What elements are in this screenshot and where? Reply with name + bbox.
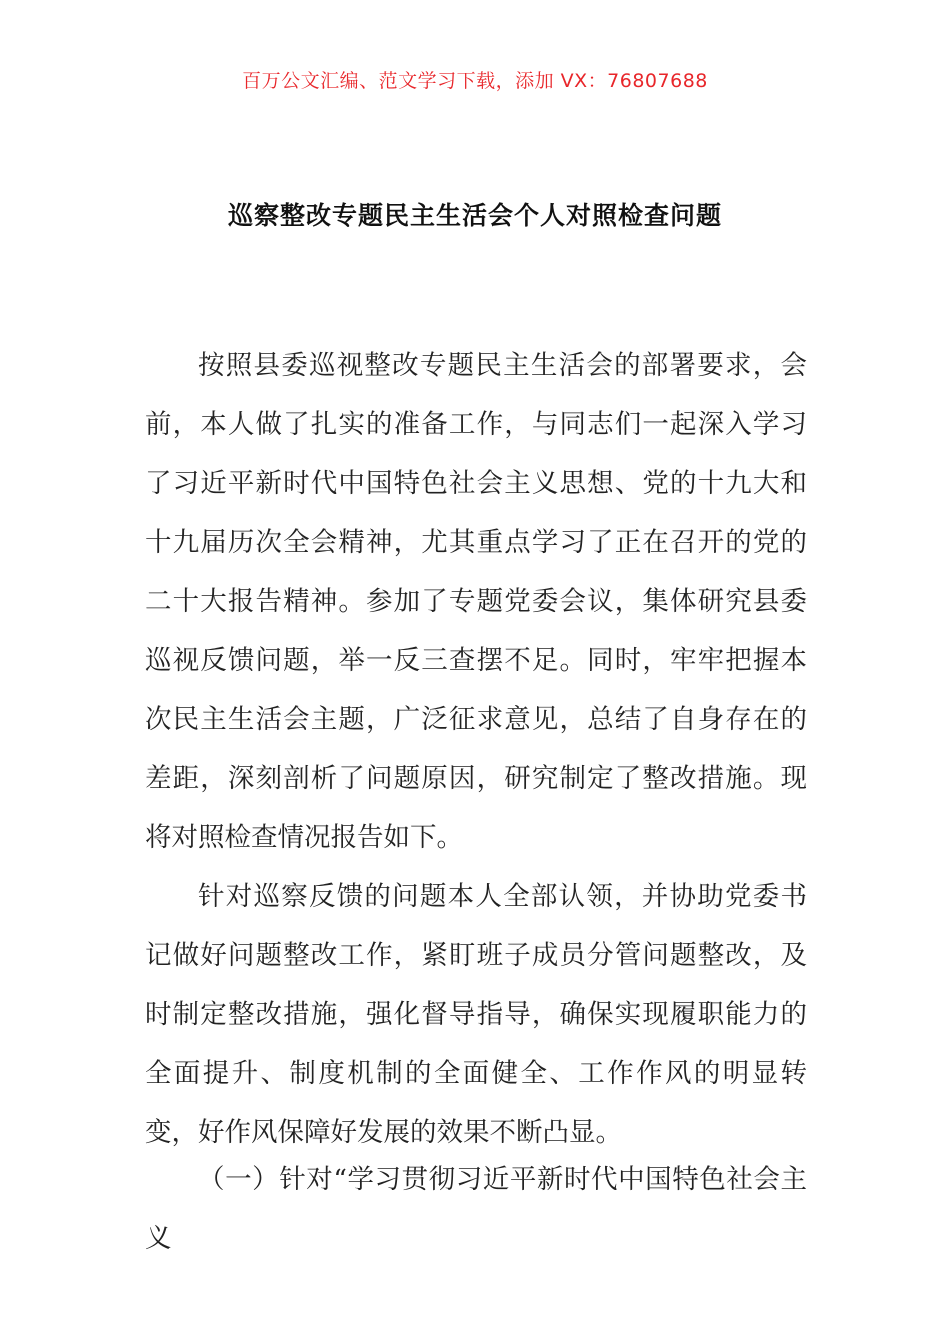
paragraph-section-one-heading: （一）针对“学习贯彻习近平新时代中国特色社会主义	[145, 1164, 807, 1254]
header-watermark-note: 百万公文汇编、范文学习下载，添加 VX：76807688	[242, 70, 708, 92]
paragraph-intro: 按照县委巡视整改专题民主生活会的部署要求，会前，本人做了扎实的准备工作，与同志们一起深入学习了习近平新时代中国特色社会主义思想、党的十九大和十九届历次全会精神，尤其重点学习了正在召开的党的二十大报告精神。参加了专题党委会议，集体研究县委巡视反馈问题，举一反三查摆不足。同时，牢牢把握本次民主生活会主题，广泛征求意见，总结了自身存在的差距，深刻剖析了问题原因，研究制定了整改措施。现将对照检查情况报告如下。	[145, 350, 807, 853]
paragraph-rectification: 针对巡察反馈的问题本人全部认领，并协助党委书记做好问题整改工作，紧盯班子成员分管问题整改，及时制定整改措施，强化督导指导，确保实现履职能力的全面提升、制度机制的全面健全、工作作风的明显转变，好作风保障好发展的效果不断凸显。	[145, 881, 807, 1148]
document-title: 巡察整改专题民主生活会个人对照检查问题	[227, 201, 722, 230]
